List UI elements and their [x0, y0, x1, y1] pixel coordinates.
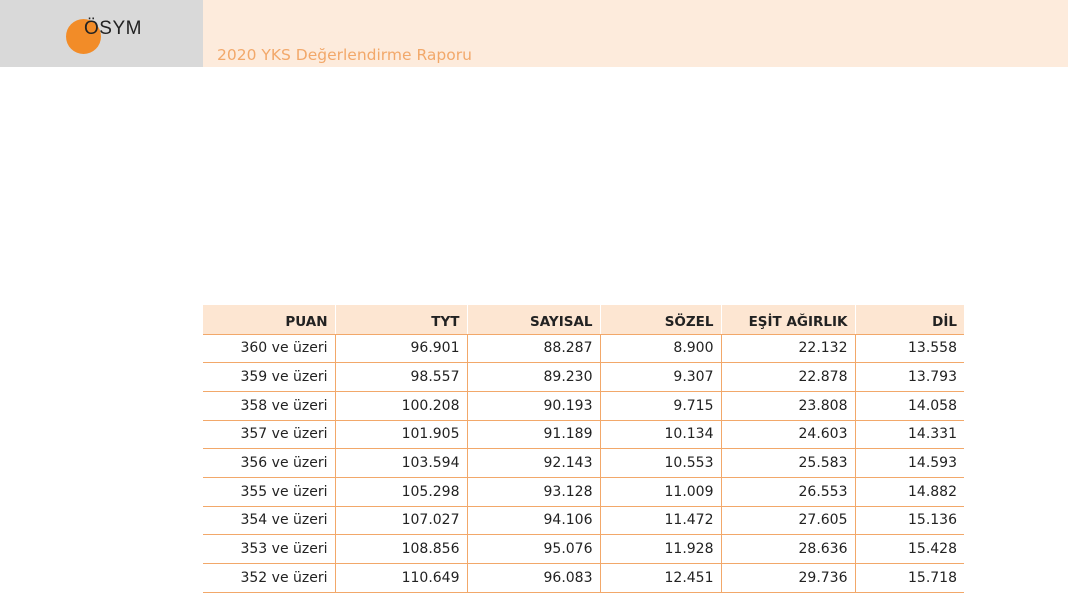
table-row: [203, 391, 964, 420]
column-header-esit-agirlik: EŞİT AĞIRLIK: [721, 305, 855, 334]
cell-puan: 358 ve üzeri: [203, 391, 335, 420]
cell-esit-agirlik: 27.605: [721, 506, 855, 535]
cell-tyt: 96.901: [335, 334, 467, 363]
table-row: [203, 564, 964, 593]
cell-dil: 14.882: [855, 477, 964, 506]
cell-esit-agirlik: 28.636: [721, 535, 855, 564]
cell-puan: 355 ve üzeri: [203, 477, 335, 506]
cell-tyt: 108.856: [335, 535, 467, 564]
table-row: [203, 334, 964, 363]
cell-puan: 353 ve üzeri: [203, 535, 335, 564]
cell-sayisal: 91.189: [467, 420, 600, 449]
cell-dil: 14.331: [855, 420, 964, 449]
cell-sozel: 11.928: [600, 535, 721, 564]
cell-sayisal: 90.193: [467, 391, 600, 420]
cell-puan: 352 ve üzeri: [203, 564, 335, 593]
cell-esit-agirlik: 25.583: [721, 449, 855, 478]
cell-esit-agirlik: 24.603: [721, 420, 855, 449]
cell-esit-agirlik: 29.736: [721, 564, 855, 593]
cell-sayisal: 92.143: [467, 449, 600, 478]
score-table: [203, 305, 964, 593]
cell-tyt: 105.298: [335, 477, 467, 506]
cell-tyt: 100.208: [335, 391, 467, 420]
logo-text: ÖSYM: [84, 18, 142, 39]
cell-sayisal: 95.076: [467, 535, 600, 564]
cell-tyt: 101.905: [335, 420, 467, 449]
column-header-dil: DİL: [855, 305, 964, 334]
cell-dil: 14.593: [855, 449, 964, 478]
cell-sozel: 9.307: [600, 363, 721, 392]
cell-sayisal: 94.106: [467, 506, 600, 535]
table-row: [203, 506, 964, 535]
cell-sozel: 9.715: [600, 391, 721, 420]
cell-esit-agirlik: 26.553: [721, 477, 855, 506]
cell-puan: 356 ve üzeri: [203, 449, 335, 478]
score-table-container: [203, 305, 964, 593]
logo-area: [0, 0, 203, 67]
table-row: [203, 363, 964, 392]
cell-dil: 13.793: [855, 363, 964, 392]
cell-sozel: 11.009: [600, 477, 721, 506]
cell-sozel: 11.472: [600, 506, 721, 535]
cell-puan: 354 ve üzeri: [203, 506, 335, 535]
cell-tyt: 103.594: [335, 449, 467, 478]
cell-dil: 13.558: [855, 334, 964, 363]
cell-sozel: 12.451: [600, 564, 721, 593]
report-title: 2020 YKS Değerlendirme Raporu: [217, 46, 472, 64]
cell-sayisal: 88.287: [467, 334, 600, 363]
cell-sozel: 10.134: [600, 420, 721, 449]
cell-tyt: 110.649: [335, 564, 467, 593]
cell-dil: 15.136: [855, 506, 964, 535]
column-header-sayisal: SAYISAL: [467, 305, 600, 334]
cell-tyt: 107.027: [335, 506, 467, 535]
cell-puan: 360 ve üzeri: [203, 334, 335, 363]
cell-esit-agirlik: 22.878: [721, 363, 855, 392]
cell-esit-agirlik: 22.132: [721, 334, 855, 363]
table-header-row: [203, 305, 964, 334]
cell-dil: 15.428: [855, 535, 964, 564]
cell-sozel: 10.553: [600, 449, 721, 478]
cell-tyt: 98.557: [335, 363, 467, 392]
cell-dil: 15.718: [855, 564, 964, 593]
table-row: [203, 535, 964, 564]
cell-puan: 359 ve üzeri: [203, 363, 335, 392]
cell-sayisal: 89.230: [467, 363, 600, 392]
table-row: [203, 449, 964, 478]
cell-puan: 357 ve üzeri: [203, 420, 335, 449]
cell-sayisal: 93.128: [467, 477, 600, 506]
cell-dil: 14.058: [855, 391, 964, 420]
report-header: [0, 0, 1068, 67]
table-row: [203, 420, 964, 449]
column-header-puan: PUAN: [203, 305, 335, 334]
column-header-sozel: SÖZEL: [600, 305, 721, 334]
table-row: [203, 477, 964, 506]
cell-sayisal: 96.083: [467, 564, 600, 593]
cell-sozel: 8.900: [600, 334, 721, 363]
column-header-tyt: TYT: [335, 305, 467, 334]
cell-esit-agirlik: 23.808: [721, 391, 855, 420]
